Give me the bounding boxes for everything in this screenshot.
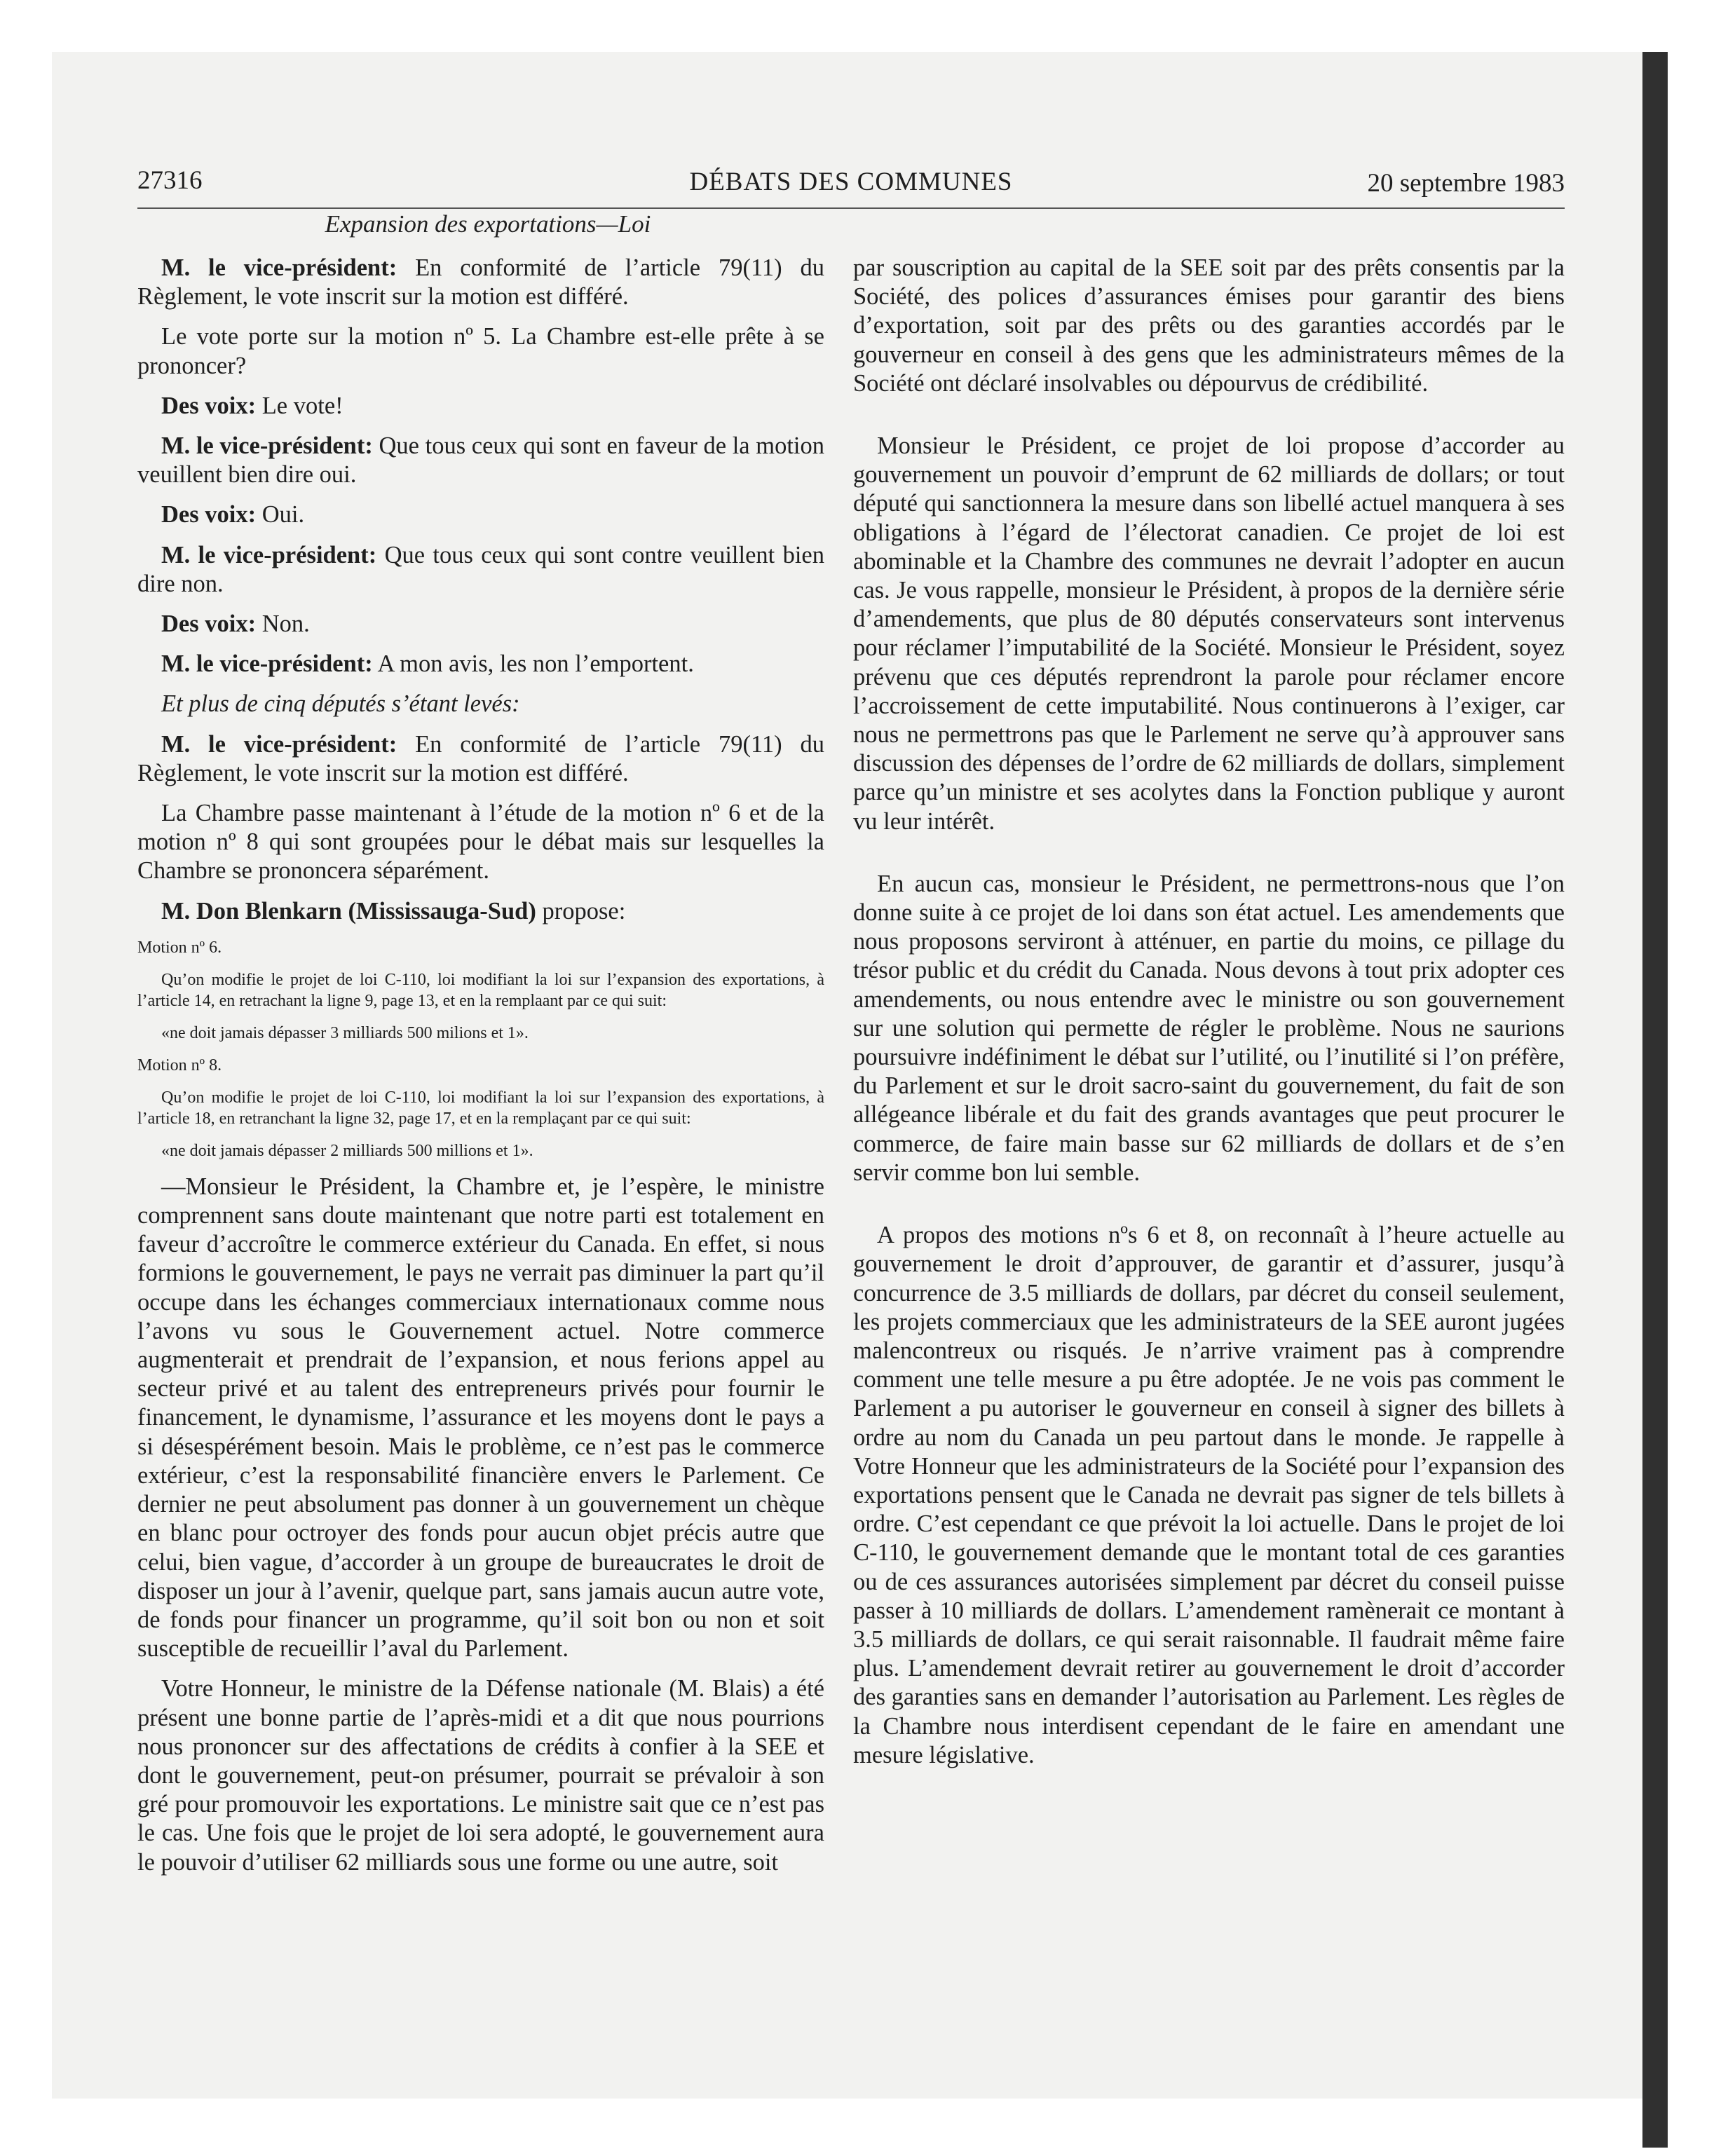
stage-direction: Et plus de cinq députés s’étant levés:: [161, 690, 520, 718]
motion-label: Motion nº 8.: [137, 1056, 222, 1074]
subject-heading: Expansion des exportations—Loi: [325, 210, 651, 238]
speaker-name: Des voix:: [161, 610, 257, 638]
paragraph: [137, 730, 824, 788]
speech-text: propose:: [536, 897, 626, 925]
page-number: 27316: [137, 166, 203, 195]
paragraph: [137, 392, 824, 421]
paragraph: A propos des motions nºs 6 et 8, on reconnaît à l’heure actuelle au gouvernement le droit d’approuver, de garantir et d’assurer, jusqu’à concurrence de 3.5 milliards de dollars, par décret du conseil seulement, les projets commerciaux que les administrateurs de la SEE auront jugées malencontreux ou risqués. Je n’arrive vraiment pas à comprendre comment une telle mesure a pu être adoptée. Je ne vois pas comment le Parlement a pu autoriser le gouverneur en conseil à signer des billets à ordre au nom du Canada un peu partout dans le monde. Je rappelle à Votre Honneur que les administrateurs de la Société pour l’expansion des exportations pensent que le Canada ne devrait pas signer de tels billets à ordre. C’est cependant ce que prévoit la loi actuelle. Dans le projet de loi C-110, le gouvernement demande que le montant total de ces garanties ou de ces assurances autorisées simplement par décret du conseil puisse passer à 10 milliards de dollars. L’amendement ramènerait ce montant à 3.5 milliards de dollars, ce qui serait raisonnable. Il faudrait même faire plus. L’amendement devrait retirer au gouvernement le droit d’accorder des garanties sans en demander l’autorisation au Parlement. Les règles de la Chambre nous interdisent cependant de le faire en amendant une mesure législative.: [853, 1222, 1565, 1768]
left-column: [137, 254, 824, 1888]
speech-text: Non.: [256, 610, 310, 638]
speech-text: A mon avis, les non l’emportent.: [372, 650, 694, 678]
speaker-name: M. le vice-président:: [161, 541, 377, 568]
paragraph: par souscription au capital de la SEE soit par des prêts consentis par la Société, des polices d’assurances émises pour garantir des biens d’exportation, soit par des prêts ou des garanties accordés par le gouverneur en conseil à des gens que les administrateurs mêmes de la Société ont déclaré insolvables ou dépourvus de crédibilité.: [853, 254, 1565, 397]
speech-text: En conformité de l’article 79(11) du Règlement, le vote inscrit sur la motion est différé.: [137, 254, 824, 311]
speaker-name: M. Don Blenkarn (Mississauga-Sud): [161, 897, 536, 925]
speaker-name: Des voix:: [161, 392, 257, 419]
paragraph: [137, 541, 824, 599]
page-header: [137, 153, 1565, 209]
motion-label: Motion nº 6.: [137, 938, 222, 957]
speech-text: Le vote!: [256, 392, 343, 419]
paragraph: [137, 610, 824, 639]
paragraph: [137, 254, 824, 311]
paragraph: —Monsieur le Président, la Chambre et, je l’espère, le ministre comprennent sans doute maintenant que notre parti est totalement en faveur d’accroître le commerce extérieur du Canada. En effet, si nous formions le gouvernement, le pays ne verrait pas diminuer la part qu’il occupe dans les échanges commerciaux internationaux comme nous l’avons vu sous le Gouvernement actuel. Notre commerce augmenterait et prendrait de l’expansion, et nous ferions appel au secteur privé et au talent des entrepreneurs privés pour fournir le financement, le dynamisme, l’assurance et les moyens dont le pays a si désespérément besoin. Mais le problème, ce n’est pas le commerce extérieur, c’est la responsabilité financière envers le Parlement. Ce dernier ne peut absolument pas donner à un gouvernement un chèque en blanc pour octroyer des fonds pour aucun objet précis autre que celui, bien vague, d’accorder à un groupe de bureaucrates le droit de disposer un jour à l’avenir, quelque part, sans jamais aucun autre vote, de fonds pour financer un programme, qu’il soit bon ou non et soit susceptible de recueillir l’aval du Parlement.: [137, 1173, 824, 1663]
speech-text: Oui.: [256, 501, 305, 528]
speaker-name: M. le vice-président:: [161, 432, 373, 460]
scan-edge-shadow: [1642, 52, 1668, 2148]
speech-text: En conformité de l’article 79(11) du Règlement, le vote inscrit sur la motion est différé.: [137, 730, 824, 786]
right-column: [853, 254, 1565, 1781]
page-date: 20 septembre 1983: [1367, 169, 1565, 198]
motion-quote: «ne doit jamais dépasser 2 milliards 500 millions et 1».: [161, 1141, 533, 1160]
publication-title: DÉBATS DES COMMUNES: [689, 168, 1013, 196]
motion-text: Qu’on modifie le projet de loi C-110, loi modifiant la loi sur l’expansion des exportations, à l’article 18, en retranchant la ligne 32, page 17, et en la remplaçant par ce qui suit:: [137, 1088, 824, 1128]
motion-quote: «ne doit jamais dépasser 3 milliards 500 milions et 1».: [161, 1023, 529, 1042]
speaker-name: M. le vice-président:: [161, 254, 397, 281]
paragraph: Le vote porte sur la motion nº 5. La Chambre est-elle prête à se prononcer?: [137, 323, 824, 379]
paragraph: [137, 500, 824, 529]
paragraph: La Chambre passe maintenant à l’étude de la motion nº 6 et de la motion nº 8 qui sont groupées pour le débat mais sur lesquelles la Chambre se prononcera séparément.: [137, 800, 824, 885]
paragraph: Votre Honneur, le ministre de la Défense nationale (M. Blais) a été présent une bonne partie de l’après-midi et a dit que nous pourrions nous prononcer sur des affectations de crédits à confier à la SEE et dont le gouvernement, peut-on présumer, pourrait se prévaloir à son gré pour promouvoir les exportations. Le ministre sait que ce n’est pas le cas. Une fois que le projet de loi sera adopté, le gouvernement aura le pouvoir d’utiliser 62 milliards sous une forme ou une autre, soit: [137, 1675, 824, 1876]
speech-text: Que tous ceux qui sont contre veuillent bien dire non.: [137, 541, 824, 597]
paragraph: [137, 650, 824, 678]
speaker-name: M. le vice-président:: [161, 730, 397, 758]
motion-text: Qu’on modifie le projet de loi C-110, loi modifiant la loi sur l’expansion des exportations, à l’article 14, en retrachant la ligne 9, page 13, et en la remplaant par ce qui suit:: [137, 970, 824, 1010]
paragraph: [137, 897, 824, 926]
paragraph: Monsieur le Président, ce projet de loi propose d’accorder au gouvernement un pouvoir d’emprunt de 62 milliards de dollars; or tout député qui sanctionnera la mesure dans son libellé actuel manquera à ses obligations à l’égard de l’électorat canadien. Ce projet de loi est abominable et la Chambre des communes ne devrait l’adopter en aucun cas. Je vous rappelle, monsieur le Président, à propos de la dernière série d’amendements, que plus de 80 députés conservateurs sont intervenus pour réclamer l’imputabilité de la Société. Monsieur le Président, soyez prévenu que ces députés reprendront la parole pour réclamer encore l’accroissement de cette imputabilité. Nous continuerons à l’exiger, car nous ne permettrons pas que le Parlement ne serve qu’à approuver sans discussion des dépenses de l’ordre de 62 milliards de dollars, simplement parce qu’un ministre et ses acolytes dans la Fonction publique y auront vu leur intérêt.: [853, 432, 1565, 835]
paragraph: [137, 432, 824, 489]
speaker-name: Des voix:: [161, 501, 257, 528]
speech-text: Que tous ceux qui sont en faveur de la motion veuillent bien dire oui.: [137, 432, 824, 489]
paragraph: En aucun cas, monsieur le Président, ne permettrons-nous que l’on donne suite à ce projet de loi dans son état actuel. Les amendements que nous proposons serviront à atténuer, en partie du moins, ce pillage du trésor public et du crédit du Canada. Nous devons à tout prix adopter ces amendements, ou nous entendre avec le ministre ou son gouvernement sur une solution qui permette de régler le problème. Nous ne saurions poursuivre indéfiniment le débat sur l’utilité, ou l’inutilité si l’on préfère, du Parlement et sur le droit sacro-saint du gouvernement, du fait de son allégeance libérale et du fait des grands avantages que peut procurer le commerce, de faire main basse sur 62 milliards de dollars et de s’en servir comme bon lui semble.: [853, 870, 1565, 1186]
speaker-name: M. le vice-président:: [161, 650, 373, 678]
